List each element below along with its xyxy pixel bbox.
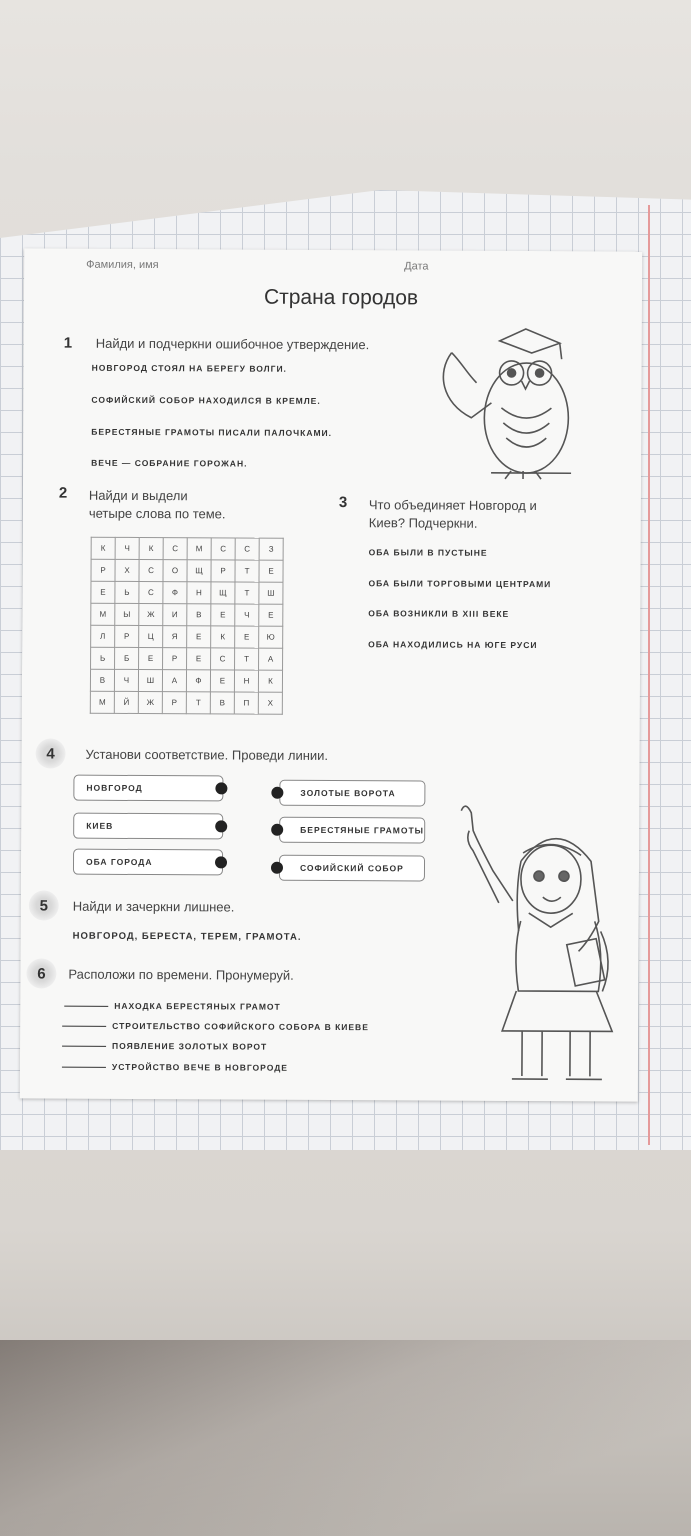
match-right-dot[interactable] [271, 787, 283, 799]
task5-number: 5 [39, 896, 49, 915]
match-right-label: ЗОЛОТЫЕ ВОРОТА [300, 787, 396, 799]
grid-cell[interactable]: Н [234, 670, 258, 692]
grid-cell[interactable]: Р [162, 692, 186, 714]
grid-cell[interactable]: Х [258, 692, 282, 714]
grid-cell[interactable]: Б [115, 647, 139, 669]
grid-row [90, 669, 282, 692]
task6-prompt: Расположи по времени. Пронумеруй. [68, 966, 294, 983]
task4-burst-badge [36, 738, 66, 768]
task4-prompt: Установи соответствие. Проведи линии. [85, 746, 329, 763]
grid-cell[interactable]: А [162, 670, 186, 692]
grid-cell[interactable]: С [211, 648, 235, 670]
grid-cell[interactable]: Ж [139, 603, 163, 625]
grid-cell[interactable]: Е [259, 604, 283, 626]
grid-cell[interactable]: Л [91, 625, 115, 647]
grid-cell[interactable]: Ф [186, 670, 210, 692]
grid-cell[interactable]: Ш [259, 582, 283, 604]
grid-cell[interactable]: Ч [235, 604, 259, 626]
task1-item: НОВГОРОД СТОЯЛ НА БЕРЕГУ ВОЛГИ. [91, 362, 287, 374]
grid-cell[interactable]: М [90, 691, 114, 713]
grid-cell[interactable]: Я [163, 626, 187, 648]
grid-cell[interactable]: Ч [114, 669, 138, 691]
grid-cell[interactable]: Й [114, 691, 138, 713]
task2-prompt-line2: четыре слова по теме. [88, 505, 226, 522]
match-right-box[interactable] [279, 817, 425, 844]
task1-item: ВЕЧЕ — СОБРАНИЕ ГОРОЖАН. [91, 457, 248, 469]
grid-cell[interactable]: М [187, 538, 211, 560]
grid-cell[interactable]: О [163, 560, 187, 582]
match-right-dot[interactable] [271, 862, 283, 874]
owl-icon [431, 323, 582, 484]
grid-cell[interactable]: Е [91, 581, 115, 603]
grid-cell[interactable]: Щ [187, 560, 211, 582]
number-blank[interactable] [62, 1067, 106, 1068]
task1-item: СОФИЙСКИЙ СОБОР НАХОДИЛСЯ В КРЕМЛЕ. [91, 394, 321, 406]
number-blank[interactable] [62, 1046, 106, 1047]
task1-prompt: Найди и подчеркни ошибочное утверждение. [95, 335, 370, 353]
match-right-dot[interactable] [271, 824, 283, 836]
task5-burst-badge [29, 890, 59, 920]
grid-cell[interactable]: Р [163, 648, 187, 670]
notebook-margin-line [648, 205, 650, 1145]
task6-item-label: НАХОДКА БЕРЕСТЯНЫХ ГРАМОТ [114, 1000, 281, 1012]
grid-cell[interactable]: Н [187, 582, 211, 604]
match-right-box[interactable] [279, 855, 425, 882]
task6-item[interactable] [62, 1041, 267, 1052]
task3-item: ОБА БЫЛИ ТОРГОВЫМИ ЦЕНТРАМИ [368, 578, 552, 590]
date-label: Дата [404, 260, 429, 273]
grid-cell[interactable]: В [187, 604, 211, 626]
match-left-dot[interactable] [215, 856, 227, 868]
task1-item: БЕРЕСТЯНЫЕ ГРАМОТЫ ПИСАЛИ ПАЛОЧКАМИ. [91, 426, 333, 439]
grid-cell[interactable]: Т [235, 582, 259, 604]
grid-cell[interactable]: Е [187, 626, 211, 648]
task5-words: НОВГОРОД, БЕРЕСТА, ТЕРЕМ, ГРАМОТА. [72, 930, 302, 943]
task1-number: 1 [63, 334, 73, 352]
match-left-dot[interactable] [215, 820, 227, 832]
grid-cell[interactable]: С [235, 538, 259, 560]
grid-cell[interactable]: С [211, 538, 235, 560]
task5-prompt: Найди и зачеркни лишнее. [72, 898, 235, 915]
match-left-dot[interactable] [215, 782, 227, 794]
grid-cell[interactable]: Ц [139, 625, 163, 647]
grid-cell[interactable]: Е [210, 670, 234, 692]
task4-number: 4 [46, 745, 55, 763]
task6-item-label: СТРОИТЕЛЬСТВО СОФИЙСКОГО СОБОРА В КИЕВЕ [112, 1020, 369, 1033]
grid-row [90, 691, 282, 714]
name-label: Фамилия, имя [86, 258, 159, 272]
grid-cell[interactable]: И [163, 604, 187, 626]
grid-cell[interactable]: Е [259, 560, 283, 582]
grid-row [91, 559, 283, 582]
grid-cell[interactable]: Е [235, 626, 259, 648]
grid-cell[interactable]: Ь [91, 647, 115, 669]
match-left-label: ОБА ГОРОДА [85, 856, 153, 868]
grid-cell[interactable]: В [210, 692, 234, 714]
task3-item: ОБА ВОЗНИКЛИ В XIII ВЕКЕ [368, 608, 510, 619]
grid-cell[interactable]: Ю [259, 626, 283, 648]
task6-item[interactable] [64, 1001, 281, 1012]
match-left-label: КИЕВ [86, 820, 114, 831]
task6-number: 6 [37, 964, 46, 983]
match-right-box[interactable] [279, 780, 425, 807]
grid-cell[interactable]: Т [186, 692, 210, 714]
task3-prompt-line1: Что объединяет Новгород и [368, 497, 537, 514]
schoolgirl-icon [450, 801, 622, 1092]
grid-cell[interactable]: Е [139, 647, 163, 669]
task2-number: 2 [58, 484, 68, 502]
grid-cell[interactable]: С [139, 559, 163, 581]
task6-item[interactable] [62, 1021, 369, 1033]
grid-cell[interactable]: Р [211, 560, 235, 582]
grid-cell[interactable]: Р [91, 559, 115, 581]
grid-row [91, 537, 283, 560]
task6-item-label: ПОЯВЛЕНИЕ ЗОЛОТЫХ ВОРОТ [112, 1040, 268, 1052]
task3-item: ОБА БЫЛИ В ПУСТЫНЕ [368, 547, 488, 558]
match-left-label: НОВГОРОД [86, 782, 143, 794]
task3-number: 3 [338, 494, 348, 512]
task3-item: ОБА НАХОДИЛИСЬ НА ЮГЕ РУСИ [368, 639, 538, 651]
grid-cell[interactable]: С [163, 538, 187, 560]
grid-cell[interactable]: Т [235, 560, 259, 582]
grid-cell[interactable]: Е [187, 648, 211, 670]
grid-cell[interactable]: Щ [211, 582, 235, 604]
grid-cell[interactable]: К [211, 626, 235, 648]
grid-cell[interactable]: Ь [115, 581, 139, 603]
task6-burst-badge [26, 958, 56, 988]
task2-prompt-line1: Найди и выдели [88, 487, 188, 504]
grid-cell[interactable]: Т [235, 648, 259, 670]
grid-cell[interactable]: Ш [138, 669, 162, 691]
grid-cell[interactable]: П [234, 692, 258, 714]
grid-cell[interactable]: Ч [115, 537, 139, 559]
grid-cell[interactable]: Ж [138, 691, 162, 713]
table-shadow [0, 1340, 691, 1536]
grid-cell[interactable]: Ф [163, 582, 187, 604]
task6-item-label: УСТРОЙСТВО ВЕЧЕ В НОВГОРОДЕ [111, 1061, 288, 1073]
number-blank[interactable] [62, 1026, 106, 1027]
grid-cell[interactable]: С [139, 581, 163, 603]
match-left-box[interactable] [73, 775, 223, 802]
grid-row [91, 647, 283, 670]
task3-prompt-line2: Киев? Подчеркни. [368, 515, 478, 531]
grid-cell[interactable]: К [91, 537, 115, 559]
worksheet-page [20, 248, 642, 1101]
grid-cell[interactable]: К [139, 537, 163, 559]
grid-cell[interactable]: Е [211, 604, 235, 626]
grid-cell[interactable]: В [90, 669, 114, 691]
grid-row [91, 581, 283, 604]
word-search-grid[interactable] [90, 537, 284, 715]
grid-cell[interactable]: М [91, 603, 115, 625]
task6-item[interactable] [62, 1062, 288, 1073]
grid-cell[interactable]: Ы [115, 603, 139, 625]
match-left-box[interactable] [73, 813, 223, 840]
grid-row [91, 603, 283, 626]
grid-cell[interactable]: А [259, 648, 283, 670]
number-blank[interactable] [64, 1006, 108, 1007]
match-right-label: СОФИЙСКИЙ СОБОР [299, 862, 404, 874]
match-left-box[interactable] [73, 849, 223, 876]
grid-cell[interactable]: Х [115, 559, 139, 581]
grid-cell[interactable]: К [258, 670, 282, 692]
grid-cell[interactable]: З [259, 538, 283, 560]
grid-cell[interactable]: Р [115, 625, 139, 647]
page-title: Страна городов [263, 285, 419, 310]
grid-row [91, 625, 283, 648]
match-right-label: БЕРЕСТЯНЫЕ ГРАМОТЫ [300, 824, 425, 836]
